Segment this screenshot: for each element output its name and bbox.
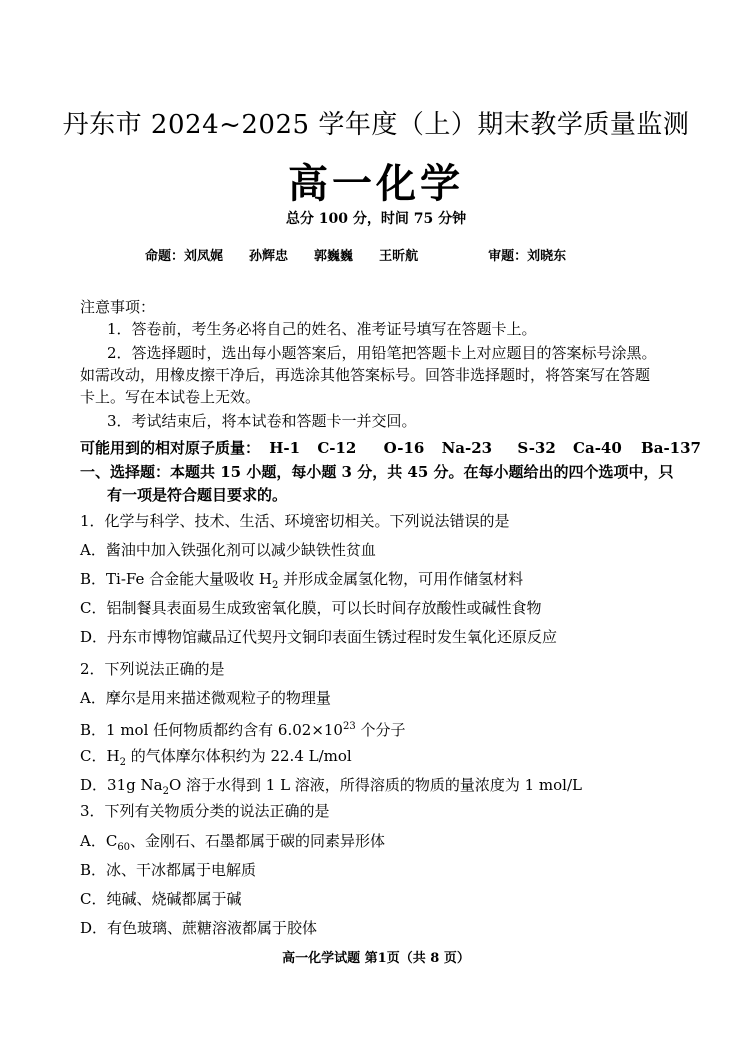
note-item: 卡上。写在本试卷上无效。 [80, 388, 261, 406]
atomic-mass: H-1 [269, 439, 301, 457]
note-item: 1．答卷前，考生务必将自己的姓名、准考证号填写在答题卡上。 [107, 320, 537, 338]
staff-line [145, 245, 566, 264]
question-stem: 1．化学与科学、技术、生活、环境密切相关。下列说法错误的是 [80, 512, 510, 530]
exam-title: 丹东市 2024~2025 学年度（上）期末教学质量监测 [62, 110, 690, 140]
option-a: A．酱油中加入铁强化剂可以减少缺铁性贫血 [80, 541, 376, 559]
option-a [80, 830, 385, 859]
atomic-mass: Na-23 [441, 439, 493, 457]
option-text: 并形成金属氢化物，可用作储氢材料 [278, 570, 524, 588]
option-b: B．冰、干冰都属于电解质 [80, 861, 257, 879]
author-name: 刘凤娓 [184, 249, 224, 264]
option-text: O 溶于水得到 1 L 溶液，所得溶质的物质的量浓度为 1 mol/L [168, 776, 582, 794]
option-c: C．纯碱、烧碱都属于碱 [80, 890, 242, 908]
atomic-masses [80, 437, 701, 459]
option-text: 、金刚石、石墨都属于碳的同素异形体 [130, 832, 386, 850]
option-text: 个分子 [355, 721, 406, 739]
question-stem: 3．下列有关物质分类的说法正确的是 [80, 802, 330, 820]
option-c: C．铝制餐具表面易生成致密氧化膜，可以长时间存放酸性或碱性食物 [80, 599, 542, 617]
option-c [80, 745, 352, 774]
subscript: 2 [162, 786, 169, 797]
section-heading: 一、选择题：本题共 15 小题，每小题 3 分，共 45 分。在每小题给出的四个选项中，只 [80, 463, 674, 481]
superscript: 23 [342, 721, 356, 732]
subscript: 60 [117, 842, 131, 853]
atomic-mass: Ca-40 [573, 439, 622, 457]
question-stem: 2．下列说法正确的是 [80, 660, 225, 678]
note-item: 3．考试结束后，将本试卷和答题卡一并交回。 [107, 412, 417, 430]
option-d [80, 774, 582, 803]
subscript: 2 [271, 580, 279, 591]
atomic-mass: S-32 [517, 439, 556, 457]
option-text: B．Ti-Fe 合金能大量吸收 H [80, 570, 272, 588]
atomic-mass: Ba-137 [641, 439, 701, 457]
subject-title: 高一化学 [288, 160, 464, 207]
page-footer: 高一化学试题 第1页（共 8 页） [282, 951, 470, 966]
note-item: 2．答选择题时，选出每小题答案后，用铅笔把答题卡上对应题目的答案标号涂黑。 [107, 344, 657, 362]
option-text: A．C [80, 832, 118, 850]
subscript: 2 [119, 757, 126, 768]
reviewer-name: 刘晓东 [527, 249, 567, 264]
authors-label: 命题： [145, 249, 185, 264]
author-name: 王昕航 [379, 249, 419, 264]
scoring-info: 总分 100 分，时间 75 分钟 [285, 211, 467, 227]
atomic-masses-label: 可能用到的相对原子质量： [80, 439, 261, 457]
option-b [80, 568, 523, 597]
atomic-mass: O-16 [383, 439, 425, 457]
option-d: D．有色玻璃、蔗糖溶液都属于胶体 [80, 919, 318, 937]
option-text: C．H [80, 747, 120, 765]
option-text: 的气体摩尔体积约为 22.4 L/mol [125, 747, 352, 765]
option-text: B．1 mol 任何物质都约含有 6.02×10 [80, 721, 343, 739]
note-item: 如需改动，用橡皮擦干净后，再选涂其他答案标号。回答非选择题时，将答案写在答题 [80, 366, 651, 384]
section-heading: 有一项是符合题目要求的。 [107, 486, 288, 504]
reviewer-label: 审题： [488, 249, 528, 264]
option-text: D．31g Na [80, 776, 163, 794]
author-name: 郭巍巍 [314, 249, 354, 264]
author-name: 孙辉忠 [249, 249, 289, 264]
option-d: D．丹东市博物馆藏品辽代契丹文铜印表面生锈过程时发生氧化还原反应 [80, 628, 558, 646]
notes-heading: 注意事项： [80, 298, 156, 316]
option-b [80, 716, 406, 741]
option-a: A．摩尔是用来描述微观粒子的物理量 [80, 689, 331, 707]
atomic-mass: C-12 [317, 439, 357, 457]
